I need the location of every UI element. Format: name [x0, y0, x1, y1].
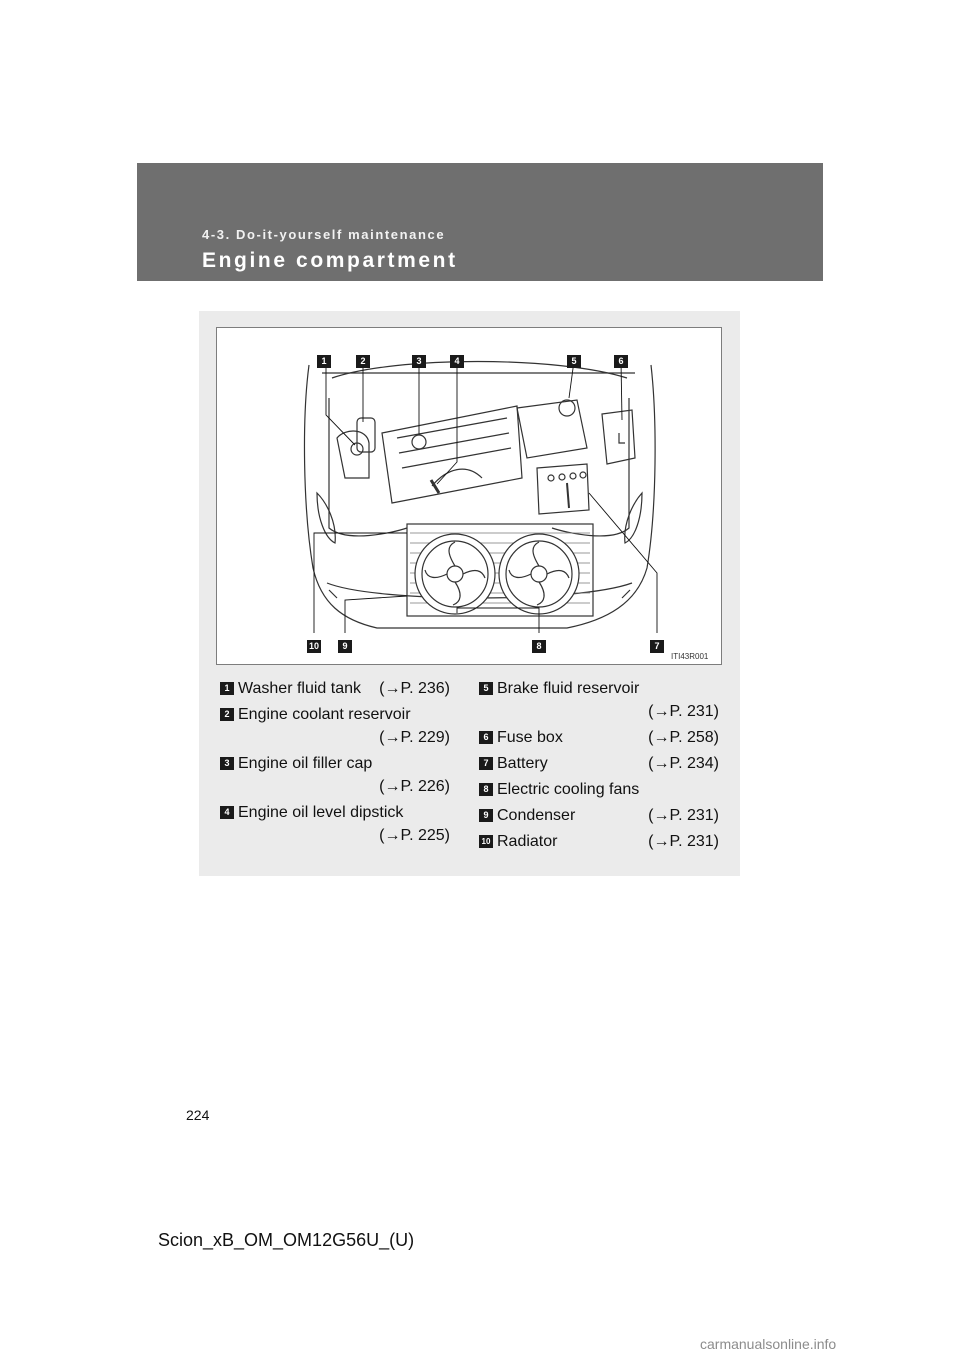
callout-4: 4	[450, 355, 464, 368]
legend-label: Engine oil level dipstick	[238, 804, 404, 821]
callout-7: 7	[650, 640, 664, 653]
page-reference: (→P. 231)	[648, 807, 719, 824]
page-title: Engine compartment	[202, 249, 458, 272]
figure-code: ITI43R001	[671, 652, 709, 661]
legend-right	[479, 677, 719, 856]
legend-number-badge: 10	[479, 835, 493, 848]
legend-number-badge: 5	[479, 682, 493, 695]
legend-number-badge: 4	[220, 806, 234, 819]
legend-number-badge: 7	[479, 757, 493, 770]
legend-number-badge: 9	[479, 809, 493, 822]
illustration-panel	[199, 311, 740, 876]
legend-item	[479, 804, 719, 827]
callout-3: 3	[412, 355, 426, 368]
legend-number-badge: 6	[479, 731, 493, 744]
legend-item	[220, 752, 450, 798]
legend-number-badge: 8	[479, 783, 493, 796]
watermark: carmanualsonline.info	[700, 1336, 837, 1352]
legend-item	[220, 801, 450, 847]
legend-item	[220, 703, 450, 749]
callout-2: 2	[356, 355, 370, 368]
document-id: Scion_xB_OM_OM12G56U_(U)	[158, 1230, 415, 1250]
callout-1: 1	[317, 355, 331, 368]
page-reference: (→P. 229)	[379, 729, 450, 746]
legend-label: Brake fluid reservoir	[497, 680, 640, 697]
page-number: 224	[186, 1107, 210, 1123]
page-reference: (→P. 225)	[379, 827, 450, 844]
page-reference: (→P. 231)	[648, 833, 719, 850]
legend-left	[220, 677, 450, 850]
section-label: 4-3. Do-it-yourself maintenance	[202, 227, 446, 242]
legend-number-badge: 1	[220, 682, 234, 695]
page-reference: (→P. 258)	[648, 729, 719, 746]
legend-number-badge: 3	[220, 757, 234, 770]
legend-label: Radiator	[497, 833, 558, 850]
callout-9: 9	[338, 640, 352, 653]
callout-10: 10	[308, 641, 319, 651]
legend-item	[220, 677, 450, 700]
legend-item	[479, 830, 719, 853]
callout-6: 6	[614, 355, 628, 368]
page-reference: (→P. 231)	[648, 703, 719, 720]
legend-item	[479, 677, 719, 723]
page-reference: (→P. 234)	[648, 755, 719, 772]
legend-label: Fuse box	[497, 729, 563, 746]
legend-label: Washer fluid tank	[238, 680, 362, 697]
callout-8: 8	[532, 640, 546, 653]
page-reference: (→P. 236)	[379, 680, 450, 697]
legend-item	[479, 778, 719, 801]
legend-item	[479, 726, 719, 749]
legend-label: Engine oil filler cap	[238, 755, 373, 772]
legend-number-badge: 2	[220, 708, 234, 721]
legend-label: Condenser	[497, 807, 576, 824]
section-header-band	[137, 163, 823, 281]
page-reference: (→P. 226)	[379, 778, 450, 795]
legend-label: Electric cooling fans	[497, 781, 640, 798]
engine-compartment-figure	[216, 327, 722, 665]
legend-item	[479, 752, 719, 775]
callout-5: 5	[567, 355, 581, 368]
legend-label: Engine coolant reservoir	[238, 706, 411, 723]
engine-illustration	[217, 328, 721, 664]
legend-label: Battery	[497, 755, 548, 772]
